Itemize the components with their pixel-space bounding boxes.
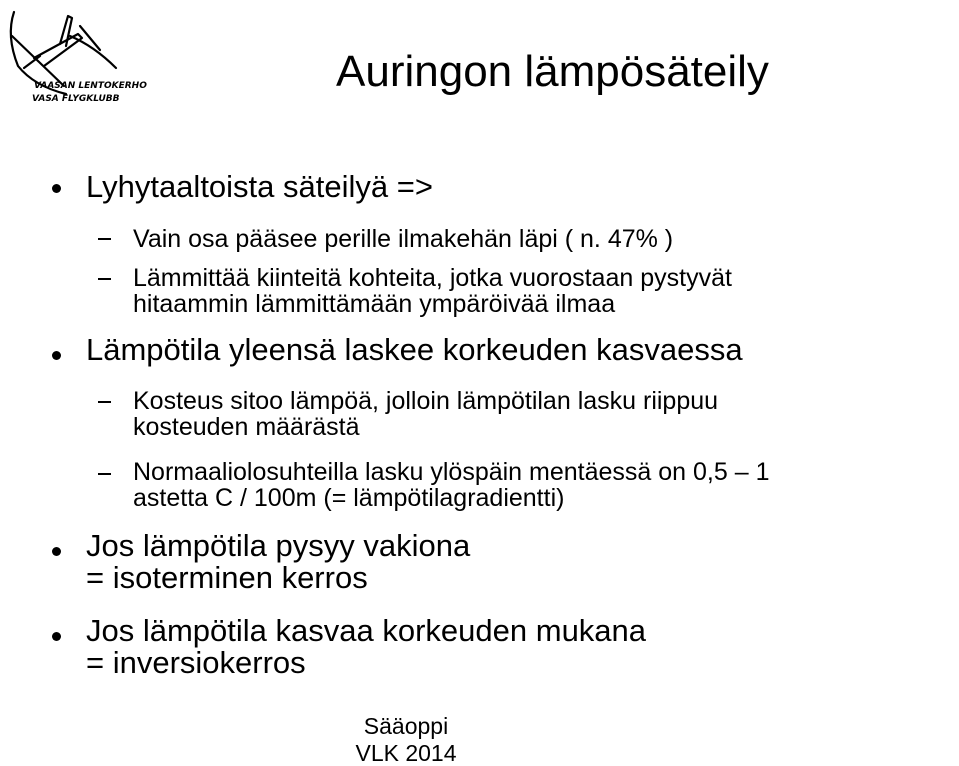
- svg-text:VAASAN LENTOKERHO: VAASAN LENTOKERHO: [34, 81, 147, 91]
- subitem-text: astetta C / 100m (= lämpötilagradientti): [133, 484, 565, 512]
- bullet-text: Lyhytaaltoista säteilyä =>: [86, 169, 433, 204]
- bullet-dot-icon: [52, 184, 61, 193]
- subitem-text: kosteuden määrästä: [133, 413, 360, 441]
- bullet-text: = isoterminen kerros: [86, 560, 368, 595]
- subitem-text: Kosteus sitoo lämpöä, jolloin lämpötilan lasku riippuu: [133, 387, 719, 415]
- footer-year: VLK 2014: [355, 740, 457, 766]
- subitem-text: Vain osa pääsee perille ilmakehän läpi ( n. 47% ): [133, 225, 674, 253]
- slide-title: Auringon lämpösäteily: [336, 47, 769, 96]
- bullet-text: Jos lämpötila kasvaa korkeuden mukana: [86, 613, 647, 648]
- bullet-dot-icon: [52, 351, 61, 360]
- dash-icon: [98, 238, 111, 240]
- dash-icon: [98, 473, 111, 475]
- bullet-text: Lämpötila yleensä laskee korkeuden kasvaessa: [86, 332, 743, 367]
- bullet-text: = inversiokerros: [86, 645, 306, 680]
- bullet-text: Jos lämpötila pysyy vakiona: [86, 528, 471, 563]
- footer-course: Sääoppi: [363, 713, 449, 739]
- subitem-text: Lämmittää kiinteitä kohteita, jotka vuorostaan pystyvät: [133, 264, 732, 292]
- svg-text:VASA FLYGKLUBB: VASA FLYGKLUBB: [32, 94, 120, 104]
- subitem-text: hitaammin lämmittämään ympäröivää ilmaa: [133, 290, 616, 318]
- aero-club-logo: [4, 6, 147, 106]
- bullet-dot-icon: [52, 547, 61, 556]
- dash-icon: [98, 401, 111, 403]
- bullet-dot-icon: [52, 632, 61, 641]
- dash-icon: [98, 278, 111, 280]
- subitem-text: Normaaliolosuhteilla lasku ylöspäin mentäessä on 0,5 – 1: [133, 458, 770, 486]
